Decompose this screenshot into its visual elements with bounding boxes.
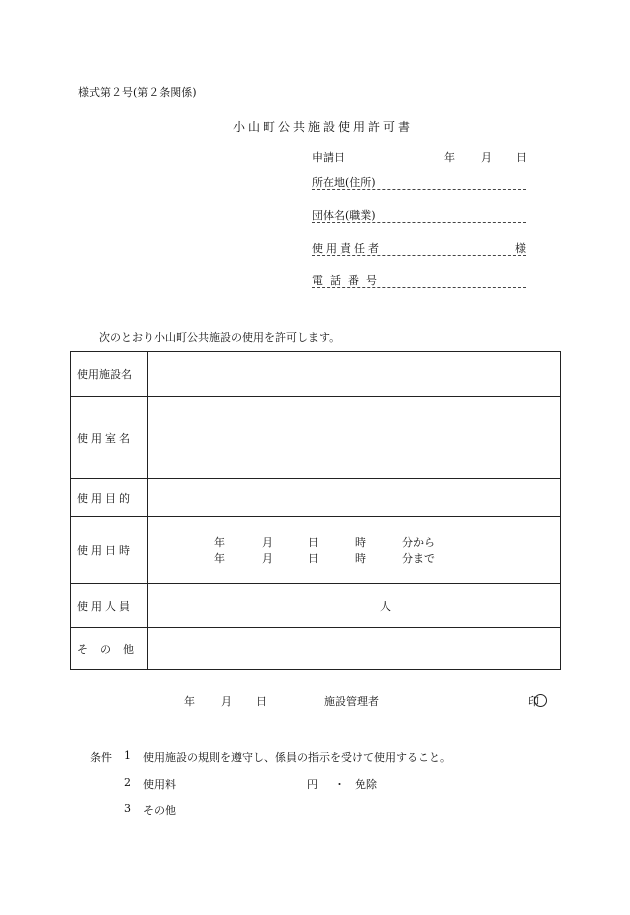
group-name-field[interactable] <box>312 207 526 223</box>
document-title: 小山町公共施設使用許可書 <box>233 120 414 134</box>
condition-2-number: 2 <box>124 776 131 789</box>
until-day-unit: 日 <box>308 552 319 565</box>
responsible-person-label: 使用責任者 <box>312 242 382 255</box>
from-hour-unit: 時 <box>355 536 366 549</box>
until-hour-unit: 時 <box>355 552 366 565</box>
people-unit: 人 <box>380 599 391 613</box>
application-day-label: 日 <box>516 151 527 164</box>
table-row-room <box>71 397 561 479</box>
fee-separator: ・ <box>334 778 345 791</box>
facility-name-cell[interactable] <box>148 352 561 397</box>
seal-circle-icon <box>534 694 547 707</box>
people-cell[interactable] <box>148 584 561 628</box>
table-row-purpose <box>71 479 561 517</box>
until-month-unit: 月 <box>262 552 273 565</box>
condition-2-text: 使用料 <box>143 778 176 791</box>
application-year-label: 年 <box>444 151 455 164</box>
purpose-label: 使用目的 <box>71 479 148 517</box>
condition-3-text: その他 <box>143 804 176 817</box>
condition-1-text: 使用施設の規則を遵守し、係員の指示を受けて使用すること。 <box>143 751 451 764</box>
responsible-person-field[interactable] <box>312 240 526 256</box>
intro-text: 次のとおり小山町公共施設の使用を許可します。 <box>99 331 341 344</box>
facility-name-label: 使用施設名 <box>71 352 148 397</box>
address-label: 所在地(住所) <box>312 176 376 189</box>
until-minute-unit: 分まで <box>402 552 435 565</box>
until-year-unit: 年 <box>214 552 225 565</box>
from-month-unit: 月 <box>262 536 273 549</box>
fee-yen-label: 円 <box>307 778 318 791</box>
issue-month-label: 月 <box>221 695 232 708</box>
datetime-from-line <box>148 534 560 550</box>
table-row-facility <box>71 352 561 397</box>
seal-mark <box>528 693 547 709</box>
issue-day-label: 日 <box>256 695 267 708</box>
other-label: その他 <box>71 628 148 670</box>
datetime-cell[interactable] <box>148 517 561 584</box>
table-row-people <box>71 584 561 628</box>
conditions-label: 条件 <box>90 751 112 764</box>
people-label: 使用人員 <box>71 584 148 628</box>
phone-field[interactable] <box>312 272 526 288</box>
table-row-datetime <box>71 517 561 584</box>
from-day-unit: 日 <box>308 536 319 549</box>
condition-1-number: 1 <box>124 749 131 762</box>
issue-year-label: 年 <box>184 695 195 708</box>
table-row-other <box>71 628 561 670</box>
form-number: 様式第２号(第２条関係) <box>78 86 197 99</box>
fee-exempt-label: 免除 <box>355 778 377 791</box>
phone-label: 電話番号 <box>312 274 384 287</box>
honorific-label: 様 <box>515 242 526 255</box>
condition-3-number: 3 <box>124 802 131 815</box>
room-name-label: 使用室名 <box>71 397 148 479</box>
datetime-until-line <box>148 550 560 566</box>
application-month-label: 月 <box>481 151 492 164</box>
address-field[interactable] <box>312 174 526 190</box>
seal-label: 印 <box>528 695 539 708</box>
application-date-label: 申請日 <box>312 151 345 164</box>
facility-manager-label: 施設管理者 <box>324 695 379 708</box>
datetime-label: 使用日時 <box>71 517 148 584</box>
room-name-cell[interactable] <box>148 397 561 479</box>
from-minute-unit: 分から <box>402 536 435 549</box>
permit-table <box>70 351 561 670</box>
from-year-unit: 年 <box>214 536 225 549</box>
purpose-cell[interactable] <box>148 479 561 517</box>
group-name-label: 団体名(職業) <box>312 209 376 222</box>
other-cell[interactable] <box>148 628 561 670</box>
